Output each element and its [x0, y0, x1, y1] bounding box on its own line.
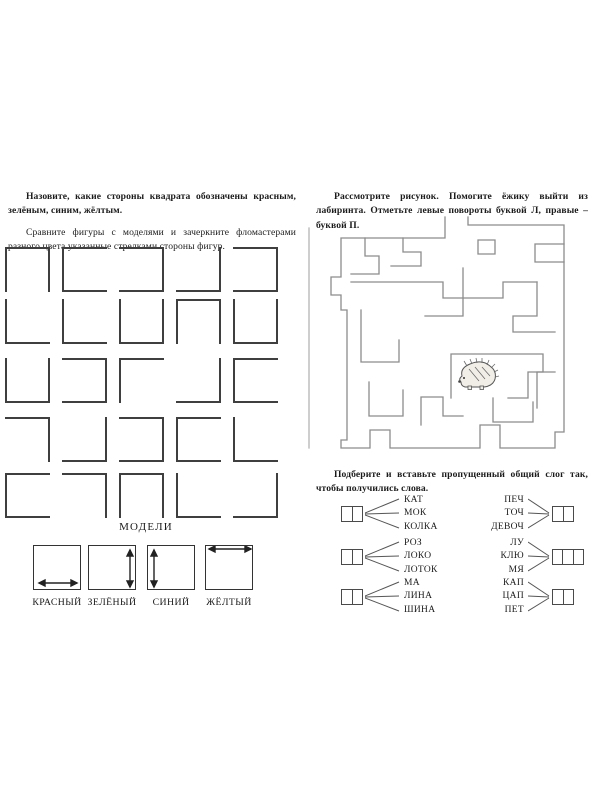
connector-lines [528, 494, 550, 536]
figure-cell-r2c5 [233, 299, 278, 344]
model-square-green [88, 545, 136, 590]
hedgehog-icon [458, 358, 499, 390]
syllable-word: КАТ [404, 495, 424, 505]
connector-lines [528, 537, 550, 579]
task-text-compare: Сравните фигуры с моделями и зачеркните фломастерами разного цвета указанные стрелками стороны фигур. [8, 226, 296, 253]
connector-lines [365, 577, 401, 619]
figure-cell-r2c3 [119, 299, 164, 344]
color-label-red: КРАСНЫЙ [32, 597, 82, 608]
figure-cell-r5c4 [176, 473, 221, 518]
incomplete-squares-grid [5, 247, 290, 522]
vertical-left-arrow-icon [148, 546, 196, 591]
model-square-blue [147, 545, 195, 590]
syllable-group-2 [341, 537, 471, 579]
syllable-word: ДЕВОЧ [491, 521, 524, 532]
maze-figure [303, 210, 583, 460]
color-label-green: ЗЕЛЁНЫЙ [87, 597, 137, 608]
syllable-word: МОК [404, 508, 427, 519]
horizontal-top-arrow-icon [206, 546, 254, 591]
syllable-word: МА [404, 578, 420, 588]
word-list [404, 494, 464, 534]
models-row [0, 545, 292, 590]
models-title: МОДЕЛИ [119, 521, 173, 533]
syllable-word: ЛОКО [404, 551, 432, 562]
syllable-word: ЛОТОК [404, 564, 438, 575]
syllable-word: КАП [503, 578, 524, 588]
model-square-yellow [205, 545, 253, 590]
task-text-syllables: Подберите и вставьте пропущенный общий слог так, чтобы получились слова. [316, 468, 588, 495]
syllable-group-6 [482, 577, 592, 619]
figure-cell-r4c4 [176, 417, 221, 462]
word-list [482, 494, 524, 534]
word-list [404, 537, 464, 577]
syllable-word: ШИНА [404, 604, 436, 615]
syllable-word: КОЛКА [404, 521, 438, 532]
figure-cell-r4c2 [62, 417, 107, 462]
figure-cell-r1c2 [62, 247, 107, 292]
connector-lines [365, 494, 401, 536]
answer-box [552, 589, 574, 605]
figure-cell-r3c4 [176, 358, 221, 403]
connector-lines [528, 577, 550, 619]
figure-cell-r5c1 [5, 473, 50, 518]
word-list [482, 577, 524, 617]
syllable-group-1 [341, 494, 471, 536]
syllable-word: КЛЮ [500, 551, 524, 562]
vertical-right-arrow-icon [89, 546, 137, 591]
syllable-group-5 [482, 537, 592, 579]
task-text-squares: Назовите, какие стороны квадрата обозначены красным, зелёным, синим, жёлтым. [8, 190, 296, 217]
connector-lines [365, 537, 401, 579]
syllable-word: ПЕЧ [504, 495, 524, 505]
answer-box [341, 506, 363, 522]
color-label-blue: СИНИЙ [152, 597, 190, 608]
task-text-maze: Рассмотрите рисунок. Помогите ёжику выйти из лабиринта. Отметьте левые повороты буквой Л, правые – буквой П. [316, 190, 588, 232]
word-list [404, 577, 464, 617]
syllable-word: РОЗ [404, 538, 422, 548]
syllable-word: МЯ [508, 564, 524, 575]
figure-cell-r5c2 [62, 473, 107, 518]
syllable-word: ЛИНА [404, 591, 433, 602]
figure-cell-r3c3 [119, 358, 164, 403]
model-labels [0, 597, 292, 611]
figure-cell-r3c5 [233, 358, 278, 403]
syllable-word: ЦАП [502, 591, 524, 602]
figure-cell-r1c4 [176, 247, 221, 292]
syllable-group-4 [482, 494, 592, 536]
answer-box [552, 549, 584, 565]
horizontal-bottom-arrow-icon [34, 546, 82, 591]
word-list [482, 537, 524, 577]
figure-cell-r3c1 [5, 358, 50, 403]
answer-box [341, 549, 363, 565]
figure-cell-r2c2 [62, 299, 107, 344]
figure-cell-r5c3 [119, 473, 164, 518]
figure-cell-r1c1 [5, 247, 50, 292]
figure-cell-r3c2 [62, 358, 107, 403]
figure-cell-r4c1 [5, 417, 50, 462]
figure-cell-r4c3 [119, 417, 164, 462]
figure-cell-r5c5 [233, 473, 278, 518]
model-square-red [33, 545, 81, 590]
syllable-word: ЛУ [510, 538, 524, 548]
syllable-group-3 [341, 577, 471, 619]
syllable-word: ПЕТ [504, 604, 524, 615]
figure-cell-r2c4 [176, 299, 221, 344]
figure-cell-r1c5 [233, 247, 278, 292]
syllable-word: ТОЧ [504, 508, 524, 519]
color-label-yellow: ЖЁЛТЫЙ [206, 597, 252, 608]
figure-cell-r2c1 [5, 299, 50, 344]
figure-cell-r1c3 [119, 247, 164, 292]
figure-cell-r4c5 [233, 417, 278, 462]
answer-box [552, 506, 574, 522]
maze-drawing [303, 210, 583, 460]
answer-box [341, 589, 363, 605]
